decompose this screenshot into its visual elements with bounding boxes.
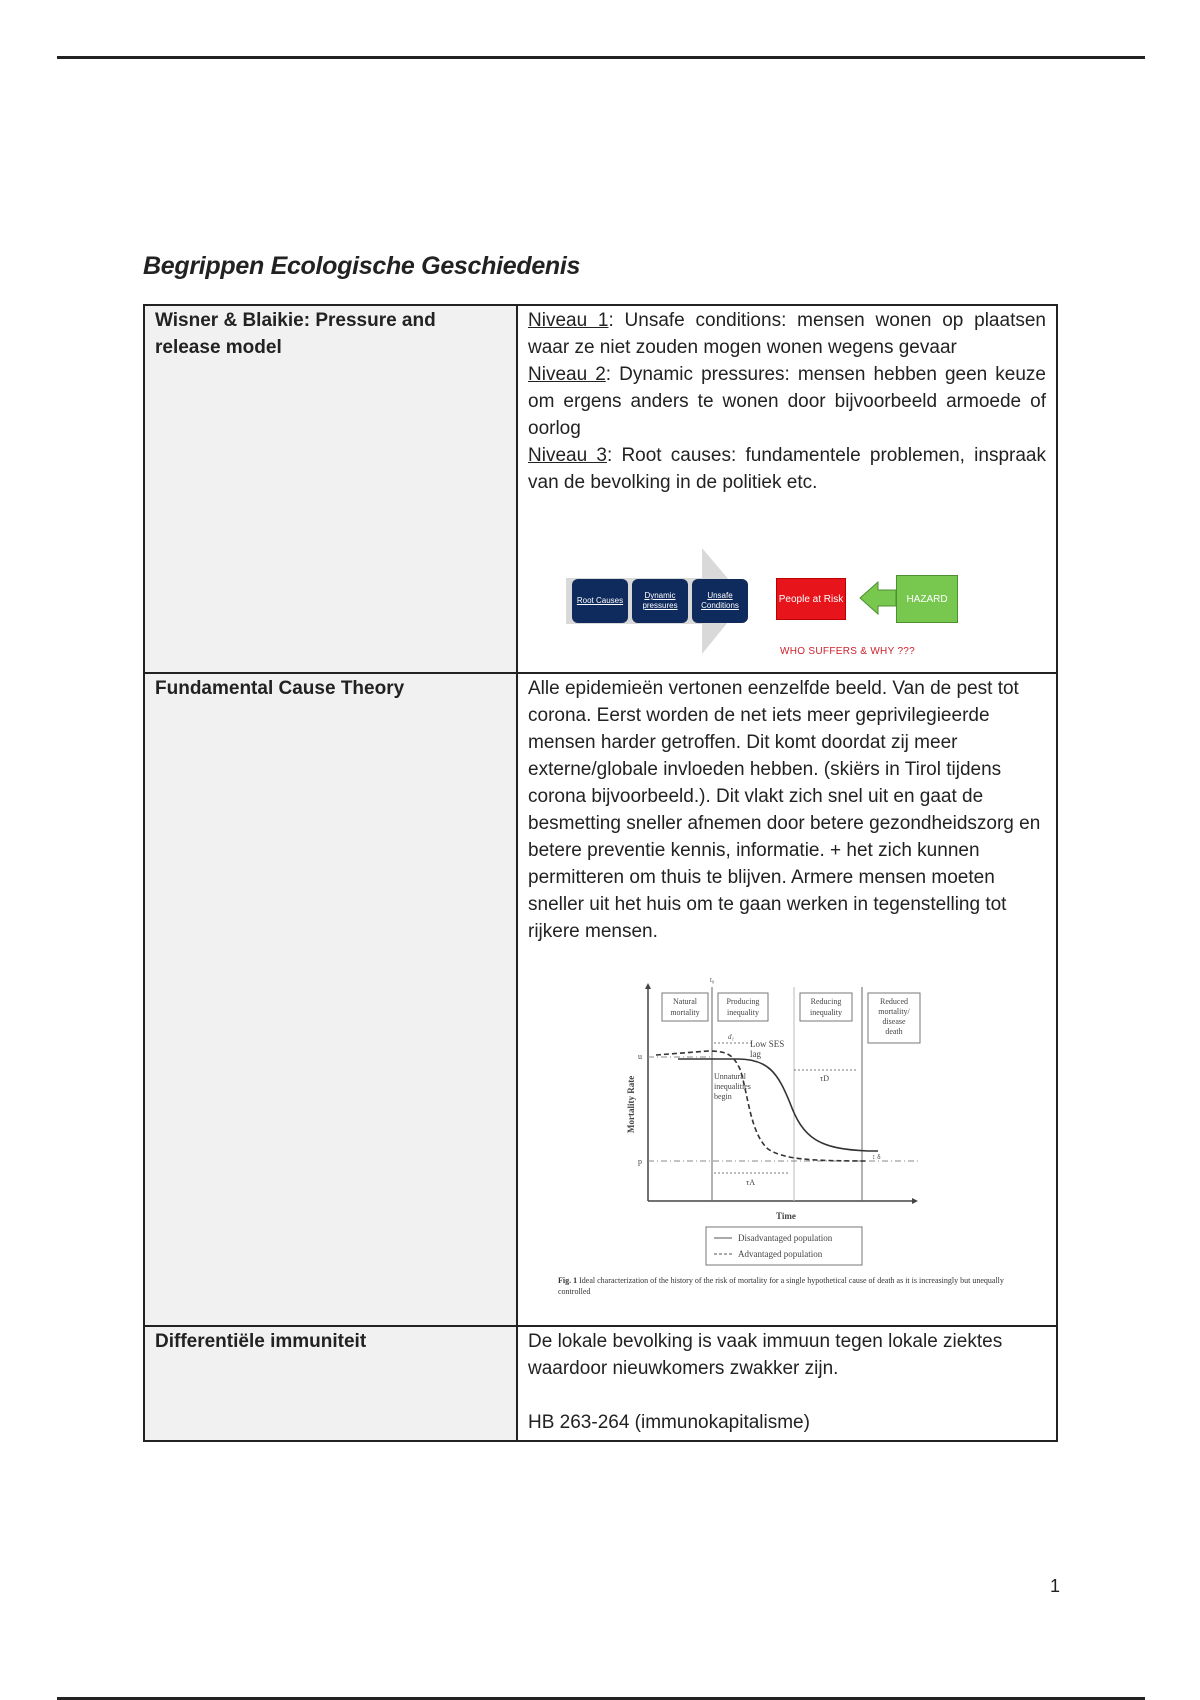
phase-label: Producing [726,997,760,1006]
label-p: p [638,1157,642,1166]
term-cell: Differentiële immuniteit [144,1326,517,1441]
header-rule [57,56,1145,59]
table-row [144,1326,1057,1441]
label-low-ses: Low SES [750,1039,785,1049]
advantaged-curve [656,1051,868,1161]
diagram-caption: WHO SUFFERS & WHY ??? [780,646,916,657]
label-unnatural: Unnatural [714,1072,746,1081]
definition-cell [517,673,1057,1326]
level-text: : Dynamic pressures: mensen hebben geen keuze om ergens anders te wonen door bijvoorbeeld armoede of oorlog [528,364,1046,439]
level-3 [528,442,1046,496]
definition-cell [517,305,1057,673]
level-text: : Unsafe conditions: mensen wonen op plaatsen waar ze niet zouden mogen wonen wegens gevaar [528,310,1046,358]
table-row [144,673,1057,1326]
x-axis-arrow-icon [912,1198,918,1204]
phase-label: Natural [673,997,697,1006]
document-title: Begrippen Ecologische Geschiedenis [143,252,581,280]
label-t0: t₀ [710,976,715,984]
definition-text: Alle epidemieën vertonen eenzelfde beeld. Van de pest tot corona. Eerst worden de net iets meer geprivilegieerde mensen harder getroffen. Dit komt doordat zij meer externe/globale invloeden hebben. (skiërs in Tirol tijdens corona bijvoorbeeld.). Dit vlakt zich snel uit en gaat de besmetting sneller afnemen door betere gezondheidszorg en betere preventie kennis, informatie. + het zich kunnen permitteren om thuis te blijven. Armere mensen moeten sneller uit het huis om te gaan werken in tegenstelling tot rijkere mensen. [528,678,1041,942]
dynamic-pressures-box: Dynamic pressures [632,579,688,623]
label-u: u [638,1052,642,1061]
page-number: 1 [1050,1576,1061,1596]
unsafe-conditions-box: Unsafe Conditions [692,579,748,623]
term-cell: Wisner & Blaikie: Pressure and release model [144,305,517,673]
y-axis-arrow-icon [645,983,651,989]
phase-label: death [885,1027,903,1036]
label-tau-a: τA [746,1178,755,1187]
phase-label: Reduced [880,997,908,1006]
disadvantaged-curve [678,1059,878,1151]
definition-cell [517,1326,1057,1441]
term-cell: Fundamental Cause Theory [144,673,517,1326]
phase-label: inequality [727,1008,759,1017]
root-causes-box: Root Causes [572,579,628,623]
legend-label-disadvantaged: Disadvantaged population [738,1233,833,1243]
figure-caption [558,1275,1008,1297]
reference-text: HB 263-264 (immunokapitalisme) [528,1412,810,1433]
legend-label-advantaged: Advantaged population [738,1249,823,1259]
mortality-figure [528,973,1008,1313]
phase-label: inequality [810,1008,842,1017]
people-at-risk-box: People at Risk [776,578,846,620]
phase-label: mortality/ [878,1007,910,1016]
level-label: Niveau 1 [528,310,609,331]
label-inequalities: inequalities [714,1082,751,1091]
phase-label: disease [882,1017,906,1026]
x-axis-label: Time [776,1211,796,1221]
spacer [528,1382,1046,1409]
level-text: : Root causes: fundamentele problemen, inspraak van de bevolking in de politiek etc. [528,445,1046,493]
level-label: Niveau 2 [528,364,606,385]
pressure-release-diagram [560,538,1000,668]
definition-text: De lokale bevolking is vaak immuun tegen lokale ziektes waardoor nieuwkomers zwakker zijn. [528,1331,1003,1379]
concepts-table [143,304,1058,1442]
caption-text: Ideal characterization of the history of the risk of mortality for a single hypothetical cause of death as it is increasingly but unequally controlled [558,1276,1004,1296]
label-d1: d₁ [728,1033,734,1041]
phase-label: mortality [670,1008,700,1017]
label-lag: lag [750,1049,761,1059]
caption-label: Fig. 1 [558,1276,578,1285]
label-begin: begin [714,1092,732,1101]
phase-label: Reducing [810,997,842,1006]
hazard-box: HAZARD [896,575,958,623]
label-d2: ↕ δ [872,1153,881,1161]
level-label: Niveau 3 [528,445,607,466]
hazard-arrow-icon [860,582,896,614]
table-row [144,305,1057,673]
level-2 [528,361,1046,442]
y-axis-label: Mortality Rate [626,1075,636,1133]
level-1 [528,307,1046,361]
label-tau-d: τD [820,1074,829,1083]
